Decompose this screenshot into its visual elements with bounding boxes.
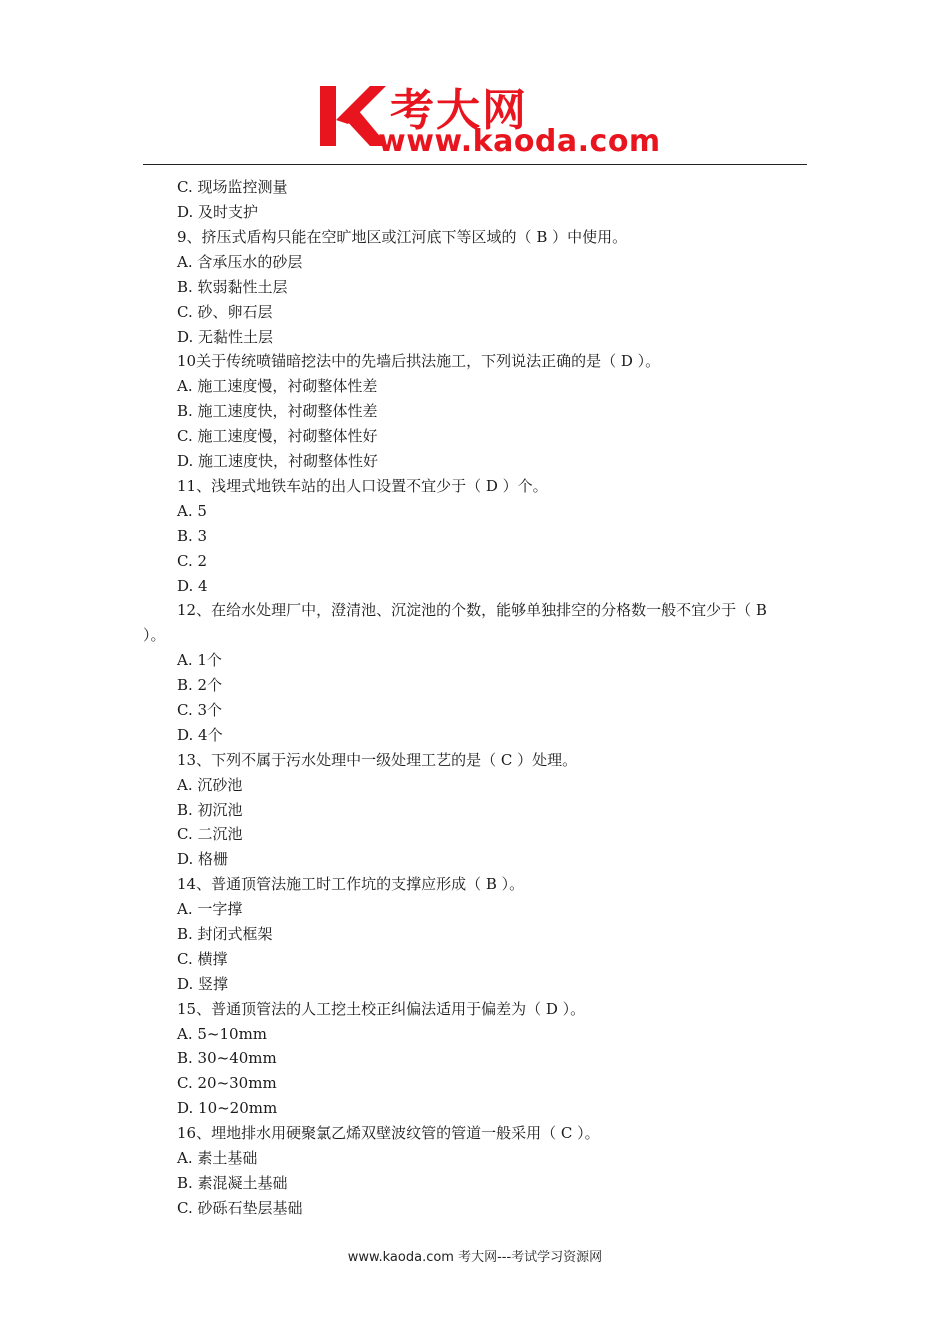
option-line: C. 3个 <box>177 701 223 719</box>
question-line: 15、普通顶管法的人工挖土校正纠偏法适用于偏差为（ D ）。 <box>177 1000 586 1018</box>
logo-title: 考大网 <box>390 85 528 136</box>
question-line: 11、浅埋式地铁车站的出人口设置不宜少于（ D ）个。 <box>177 477 548 495</box>
option-line: C. 砂、卵石层 <box>177 303 273 321</box>
option-line: D. 竖撑 <box>177 975 229 993</box>
page-footer: www.kaoda.com 考大网---考试学习资源网 <box>347 1250 603 1265</box>
option-line: A. 素土基础 <box>177 1149 258 1167</box>
header-divider <box>143 164 807 165</box>
option-line: D. 4 <box>177 577 208 595</box>
option-line: B. 软弱黏性土层 <box>177 278 288 296</box>
option-line: D. 无黏性土层 <box>177 328 274 346</box>
option-line: A. 含承压水的砂层 <box>177 253 303 271</box>
site-logo[interactable] <box>318 80 661 160</box>
logo-url: www.kaoda.com <box>378 124 661 159</box>
option-line: B. 初沉池 <box>177 801 243 819</box>
option-line: B. 素混凝土基础 <box>177 1174 288 1192</box>
option-line: B. 30~40mm <box>177 1049 277 1067</box>
option-line: A. 施工速度慢，衬砌整体性差 <box>177 377 378 395</box>
question-line: 12、在给水处理厂中，澄清池、沉淀池的个数，能够单独排空的分格数一般不宜少于（ B <box>177 601 767 619</box>
option-line: B. 封闭式框架 <box>177 925 273 943</box>
question-line: 9、挤压式盾构只能在空旷地区或江河底下等区域的（ B ）中使用。 <box>177 228 628 246</box>
option-line: A. 5 <box>177 502 207 520</box>
option-line: A. 5~10mm <box>177 1025 268 1043</box>
option-line: A. 1个 <box>177 651 222 669</box>
option-line: C. 2 <box>177 552 208 570</box>
option-line: C. 施工速度慢，衬砌整体性好 <box>177 427 378 445</box>
option-line: C. 砂砾石垫层基础 <box>177 1199 303 1217</box>
question-line-continued: ）。 <box>143 626 166 644</box>
question-line: 10关于传统喷锚暗挖法中的先墙后拱法施工，下列说法正确的是（ D ）。 <box>177 352 661 370</box>
question-line: 14、普通顶管法施工时工作坑的支撑应形成（ B ）。 <box>177 875 525 893</box>
option-line: C. 20~30mm <box>177 1074 277 1092</box>
option-line: A. 一字撑 <box>177 900 243 918</box>
question-line: 16、埋地排水用硬聚氯乙烯双壁波纹管的管道一般采用（ C ）。 <box>177 1124 600 1142</box>
page-header <box>0 0 950 170</box>
option-line: C. 二沉池 <box>177 825 243 843</box>
option-line: D. 4个 <box>177 726 223 744</box>
option-line: A. 沉砂池 <box>177 776 243 794</box>
option-line: D. 施工速度快，衬砌整体性好 <box>177 452 379 470</box>
question-line: 13、下列不属于污水处理中一级处理工艺的是（ C ）处理。 <box>177 751 578 769</box>
option-line: D. 10~20mm <box>177 1099 278 1117</box>
option-line: B. 2个 <box>177 676 223 694</box>
option-line: C. 现场监控测量 <box>177 178 288 196</box>
option-line: B. 3 <box>177 527 208 545</box>
option-line: D. 及时支护 <box>177 203 259 221</box>
option-line: C. 横撑 <box>177 950 228 968</box>
option-line: D. 格栅 <box>177 850 229 868</box>
option-line: B. 施工速度快，衬砌整体性差 <box>177 402 378 420</box>
